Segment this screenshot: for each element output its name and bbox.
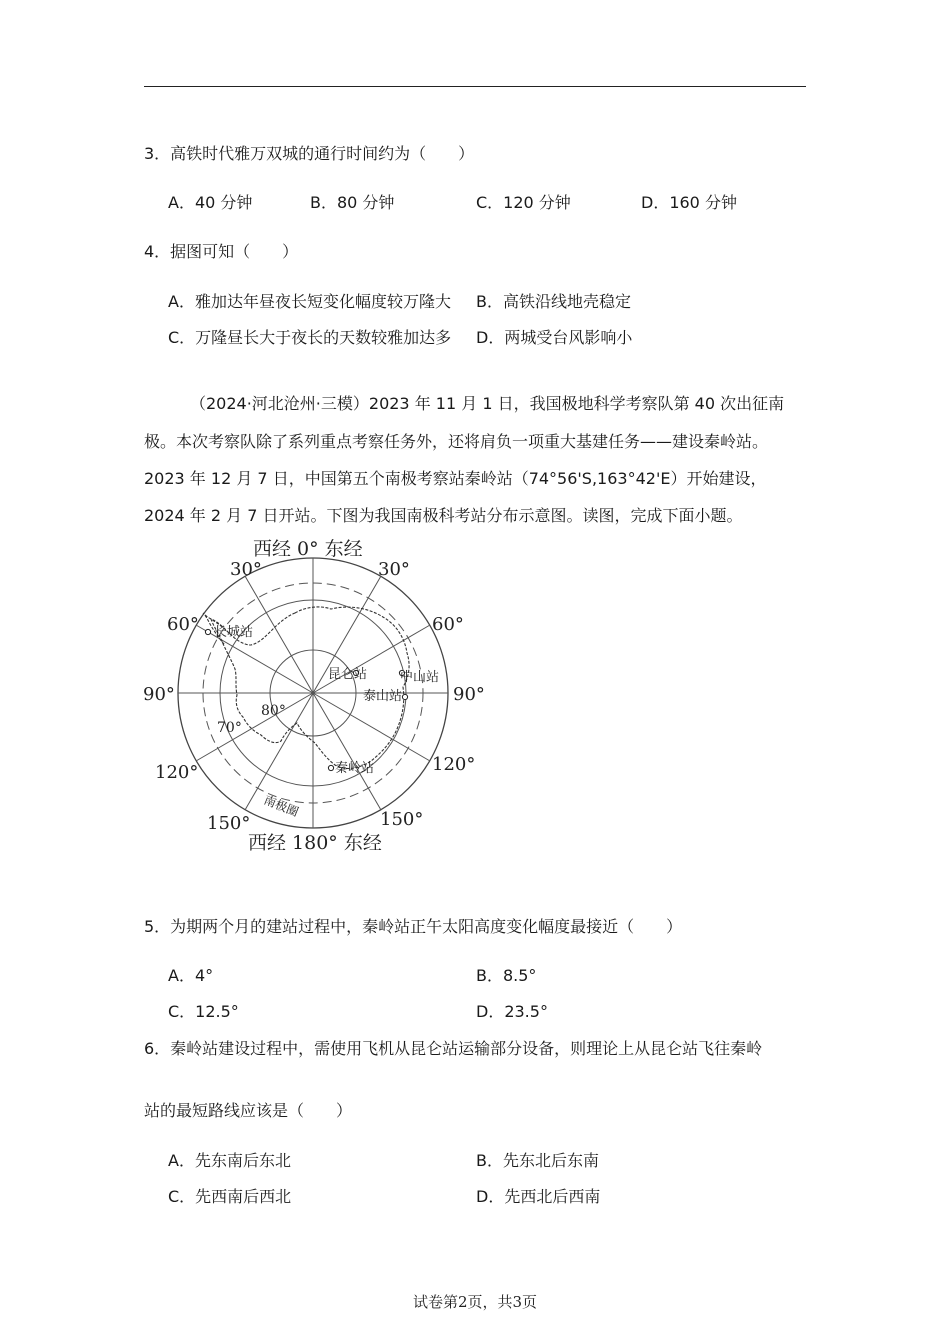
lon-label-w60: 60° (167, 614, 199, 635)
changcheng-station-label: 长城站 (214, 625, 254, 640)
lon-label-w30: 30° (230, 559, 262, 580)
lon-label-e60: 60° (432, 614, 464, 635)
qinling-station-marker (328, 765, 333, 770)
intro-line-4: 2024 年 2 月 7 日开站。下图为我国南极科考站分布示意图。读图，完成下面小题。 (144, 506, 743, 525)
q4-option-d[interactable]: D．两城受台风影响小 (476, 328, 633, 347)
q4-option-a[interactable]: A．雅加达年昼夜长短变化幅度较万隆大 (168, 292, 451, 311)
q3-option-a[interactable]: A．40 分钟 (168, 193, 253, 212)
q6-stem-line-1: 6．秦岭站建设过程中，需使用飞机从昆仑站运输部分设备，则理论上从昆仑站飞往秦岭 (144, 1039, 763, 1058)
q4-option-b[interactable]: B．高铁沿线地壳稳定 (476, 292, 631, 311)
lon-label-w120: 120° (155, 762, 199, 783)
bottom-meridian-label: 西经 180° 东经 (248, 832, 382, 854)
antarctic-stations-map (135, 535, 500, 860)
q3-option-b[interactable]: B．80 分钟 (310, 193, 395, 212)
qinling-station-label: 秦岭站 (335, 761, 375, 776)
zhongshan-station-label: 中山站 (400, 670, 440, 685)
q6-option-c[interactable]: C．先西南后西北 (168, 1187, 292, 1206)
lon-label-e120: 120° (432, 754, 476, 775)
changcheng-station-marker (205, 629, 210, 634)
q4-option-c[interactable]: C．万隆昼长大于夜长的天数较雅加达多 (168, 328, 452, 347)
q6-stem-line-2: 站的最短路线应该是（ ） (144, 1101, 353, 1120)
lat-label-80: 80° (261, 703, 286, 719)
lon-label-e30: 30° (378, 559, 410, 580)
lon-label-w150: 150° (207, 813, 251, 834)
antarctic-circle-label: 南极圈 (261, 792, 301, 820)
q5-option-c[interactable]: C．12.5° (168, 1002, 239, 1021)
intro-line-2: 极。本次考察队除了系列重点考察任务外，还将肩负一项重大基建任务——建设秦岭站。 (144, 432, 769, 451)
lat-label-70: 70° (217, 720, 242, 736)
taishan-station-marker (402, 694, 407, 699)
q6-option-b[interactable]: B．先东北后东南 (476, 1151, 599, 1170)
q3-option-d[interactable]: D．160 分钟 (641, 193, 737, 212)
lon-label-e150: 150° (380, 809, 424, 830)
header-rule (144, 86, 806, 87)
q3-stem: 3．高铁时代雅万双城的通行时间约为（ ） (144, 144, 475, 163)
q6-option-a[interactable]: A．先东南后东北 (168, 1151, 291, 1170)
top-meridian-label: 西经 0° 东经 (253, 538, 363, 560)
meridian-lines (178, 558, 448, 828)
q3-option-c[interactable]: C．120 分钟 (476, 193, 571, 212)
kunlun-station-label: 昆仑站 (328, 667, 368, 682)
lon-label-w90: 90° (143, 684, 175, 705)
intro-line-3: 2023 年 12 月 7 日，中国第五个南极考察站秦岭站（74°56'S,163°42'E）开始建设， (144, 469, 767, 488)
page-footer: 试卷第2页，共3页 (412, 1293, 538, 1311)
taishan-station-label: 泰山站 (363, 689, 403, 704)
q5-option-a[interactable]: A．4° (168, 966, 214, 985)
q5-stem: 5．为期两个月的建站过程中，秦岭站正午太阳高度变化幅度最接近（ ） (144, 917, 683, 936)
lon-label-e90: 90° (453, 684, 485, 705)
q5-option-b[interactable]: B．8.5° (476, 966, 537, 985)
q6-option-d[interactable]: D．先西北后西南 (476, 1187, 601, 1206)
intro-line-1: （2024·河北沧州·三模）2023 年 11 月 1 日，我国极地科学考察队第 40 次出征南 (190, 394, 785, 413)
q5-option-d[interactable]: D．23.5° (476, 1002, 548, 1021)
q4-stem: 4．据图可知（ ） (144, 242, 299, 261)
